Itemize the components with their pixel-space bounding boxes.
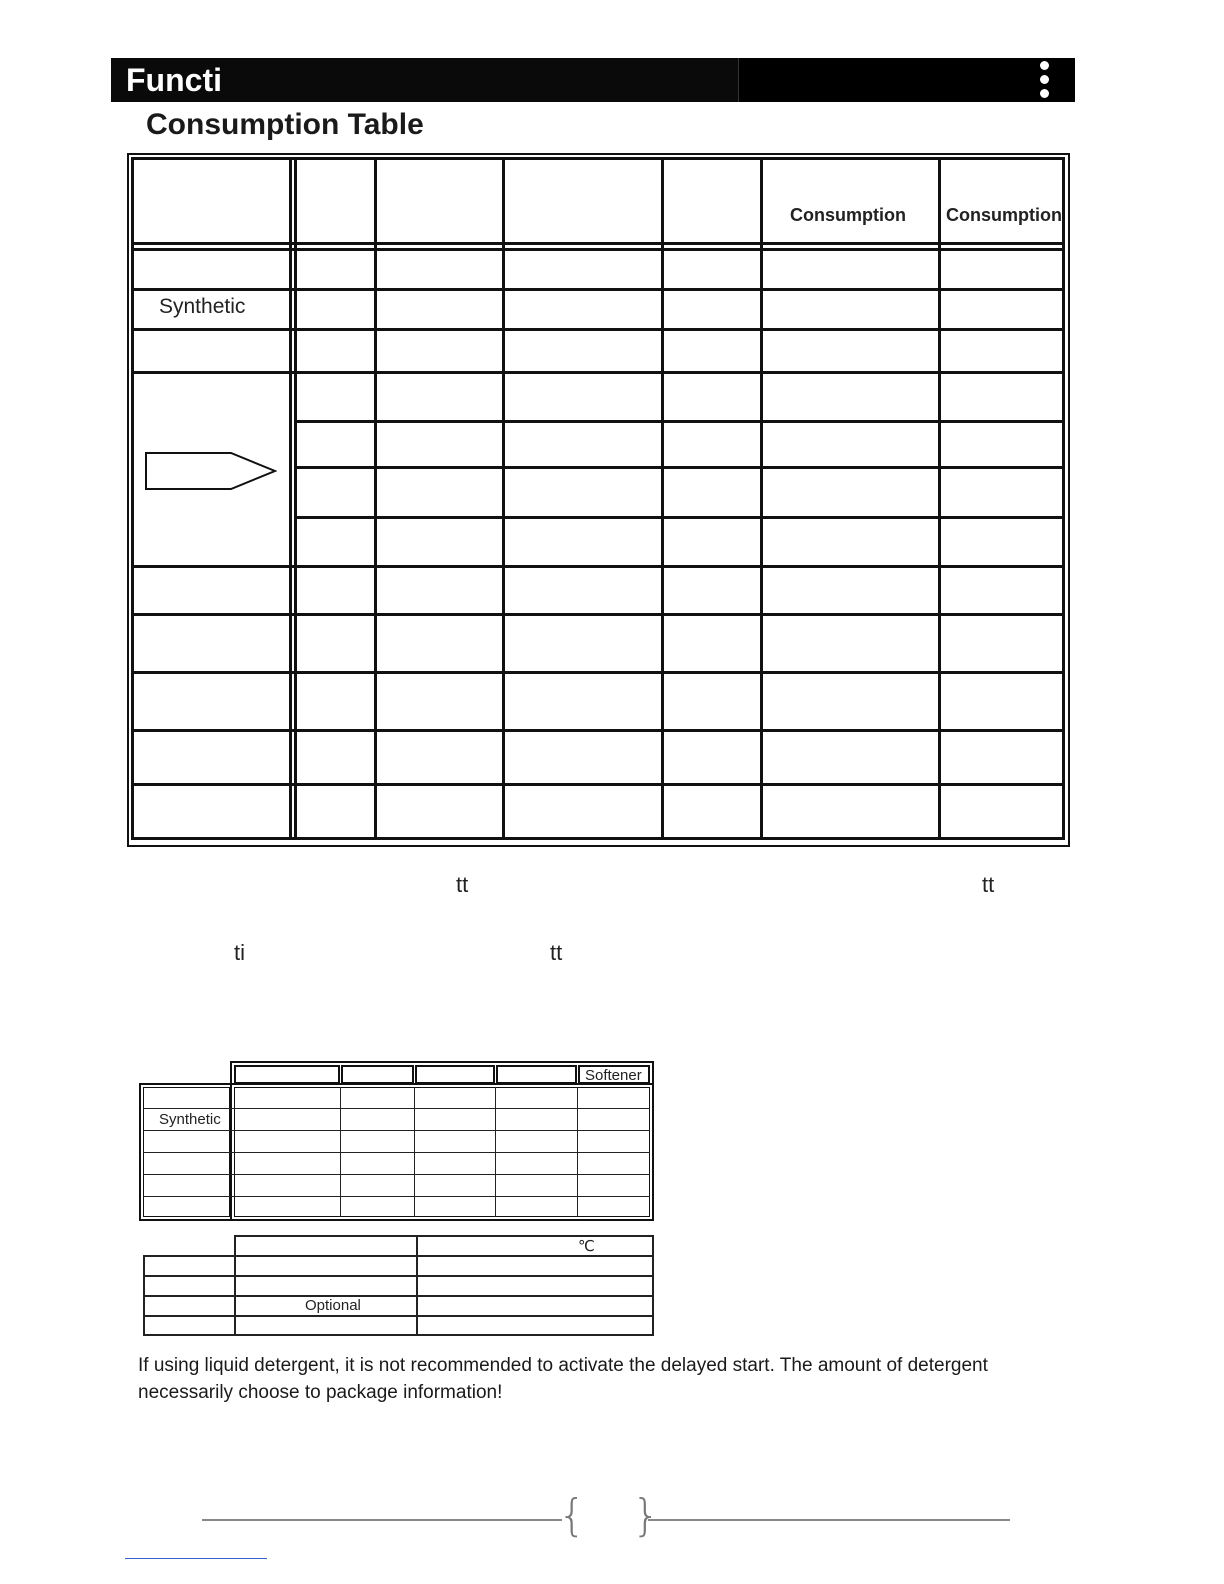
table-column-line — [289, 157, 292, 840]
table-border — [131, 837, 1065, 840]
table-row-line — [294, 466, 1065, 469]
header-consumption-2: Consumption — [946, 205, 1062, 225]
header-consumption-1: Consumption — [790, 205, 906, 225]
detergent-column-line — [577, 1087, 578, 1217]
header-title: Functi — [126, 62, 222, 98]
consumption-table — [127, 153, 1070, 847]
detergent-row-line — [143, 1130, 650, 1131]
footer-line-left — [202, 1519, 562, 1521]
options-row-line — [143, 1275, 654, 1277]
table-row-line — [294, 516, 1065, 519]
table-column-line — [661, 157, 664, 840]
vertical-ellipsis-icon[interactable] — [1038, 61, 1050, 101]
table-column-line — [938, 157, 941, 840]
table-border — [1062, 157, 1065, 840]
fragment-1b: tt — [982, 872, 995, 897]
table-header-line — [131, 242, 1065, 245]
table-row-line — [131, 565, 1065, 568]
table-border — [131, 157, 134, 840]
header-temperature-unit: ℃ — [578, 1238, 595, 1255]
option-optional-label: Optional — [305, 1297, 361, 1314]
options-column-line — [234, 1235, 236, 1336]
page-number-open-bracket-icon: { — [558, 1490, 586, 1541]
detergent-header-cell — [341, 1065, 414, 1084]
table-row-line — [131, 613, 1065, 616]
row-label-synthetic: Synthetic — [159, 295, 246, 318]
page-number-close-bracket-icon: } — [632, 1490, 660, 1541]
table-header-line — [131, 248, 1065, 251]
detergent-column-line — [340, 1087, 341, 1217]
table-border — [131, 157, 1065, 160]
footer-line-right — [648, 1519, 1010, 1521]
detergent-note: If using liquid detergent, it is not recommended to activate the delayed start. The amount of detergent necessarily choose to package information! — [138, 1355, 988, 1403]
table-column-line — [502, 157, 505, 840]
fragment-2b: tt — [550, 940, 563, 965]
right-arrow-icon — [145, 450, 277, 492]
options-column-line — [143, 1255, 145, 1336]
detergent-column-line — [495, 1087, 496, 1217]
detergent-row-line — [143, 1174, 650, 1175]
options-row-line — [143, 1295, 654, 1297]
table-row-line — [131, 288, 1065, 291]
table-column-line — [294, 157, 297, 840]
table-column-line — [374, 157, 377, 840]
detergent-column-line — [414, 1087, 415, 1217]
table-row-line — [131, 328, 1065, 331]
fragment-1a: tt — [456, 872, 469, 897]
detergent-header-cell — [496, 1065, 577, 1084]
section-title: Consumption Table — [146, 108, 424, 141]
options-column-line — [416, 1235, 418, 1336]
footer-link-underline — [125, 1558, 267, 1559]
options-row-line — [143, 1255, 654, 1257]
table-row-line — [294, 420, 1065, 423]
options-row-line — [143, 1334, 654, 1336]
table-row-line — [131, 729, 1065, 732]
header-softener: Softener — [585, 1067, 642, 1084]
detergent-header-cell — [415, 1065, 495, 1084]
detergent-header-cell — [234, 1065, 340, 1084]
table-column-line — [760, 157, 763, 840]
table-row-line — [131, 671, 1065, 674]
fragment-2a: ti — [234, 940, 245, 965]
detergent-row-line — [143, 1196, 650, 1197]
table-row-line — [131, 371, 1065, 374]
options-column-line — [652, 1235, 654, 1336]
row-label-synthetic-small: Synthetic — [159, 1111, 221, 1128]
table-row-line — [131, 783, 1065, 786]
detergent-row-line — [143, 1108, 650, 1109]
options-row-line — [143, 1315, 654, 1317]
detergent-row-line — [143, 1152, 650, 1153]
